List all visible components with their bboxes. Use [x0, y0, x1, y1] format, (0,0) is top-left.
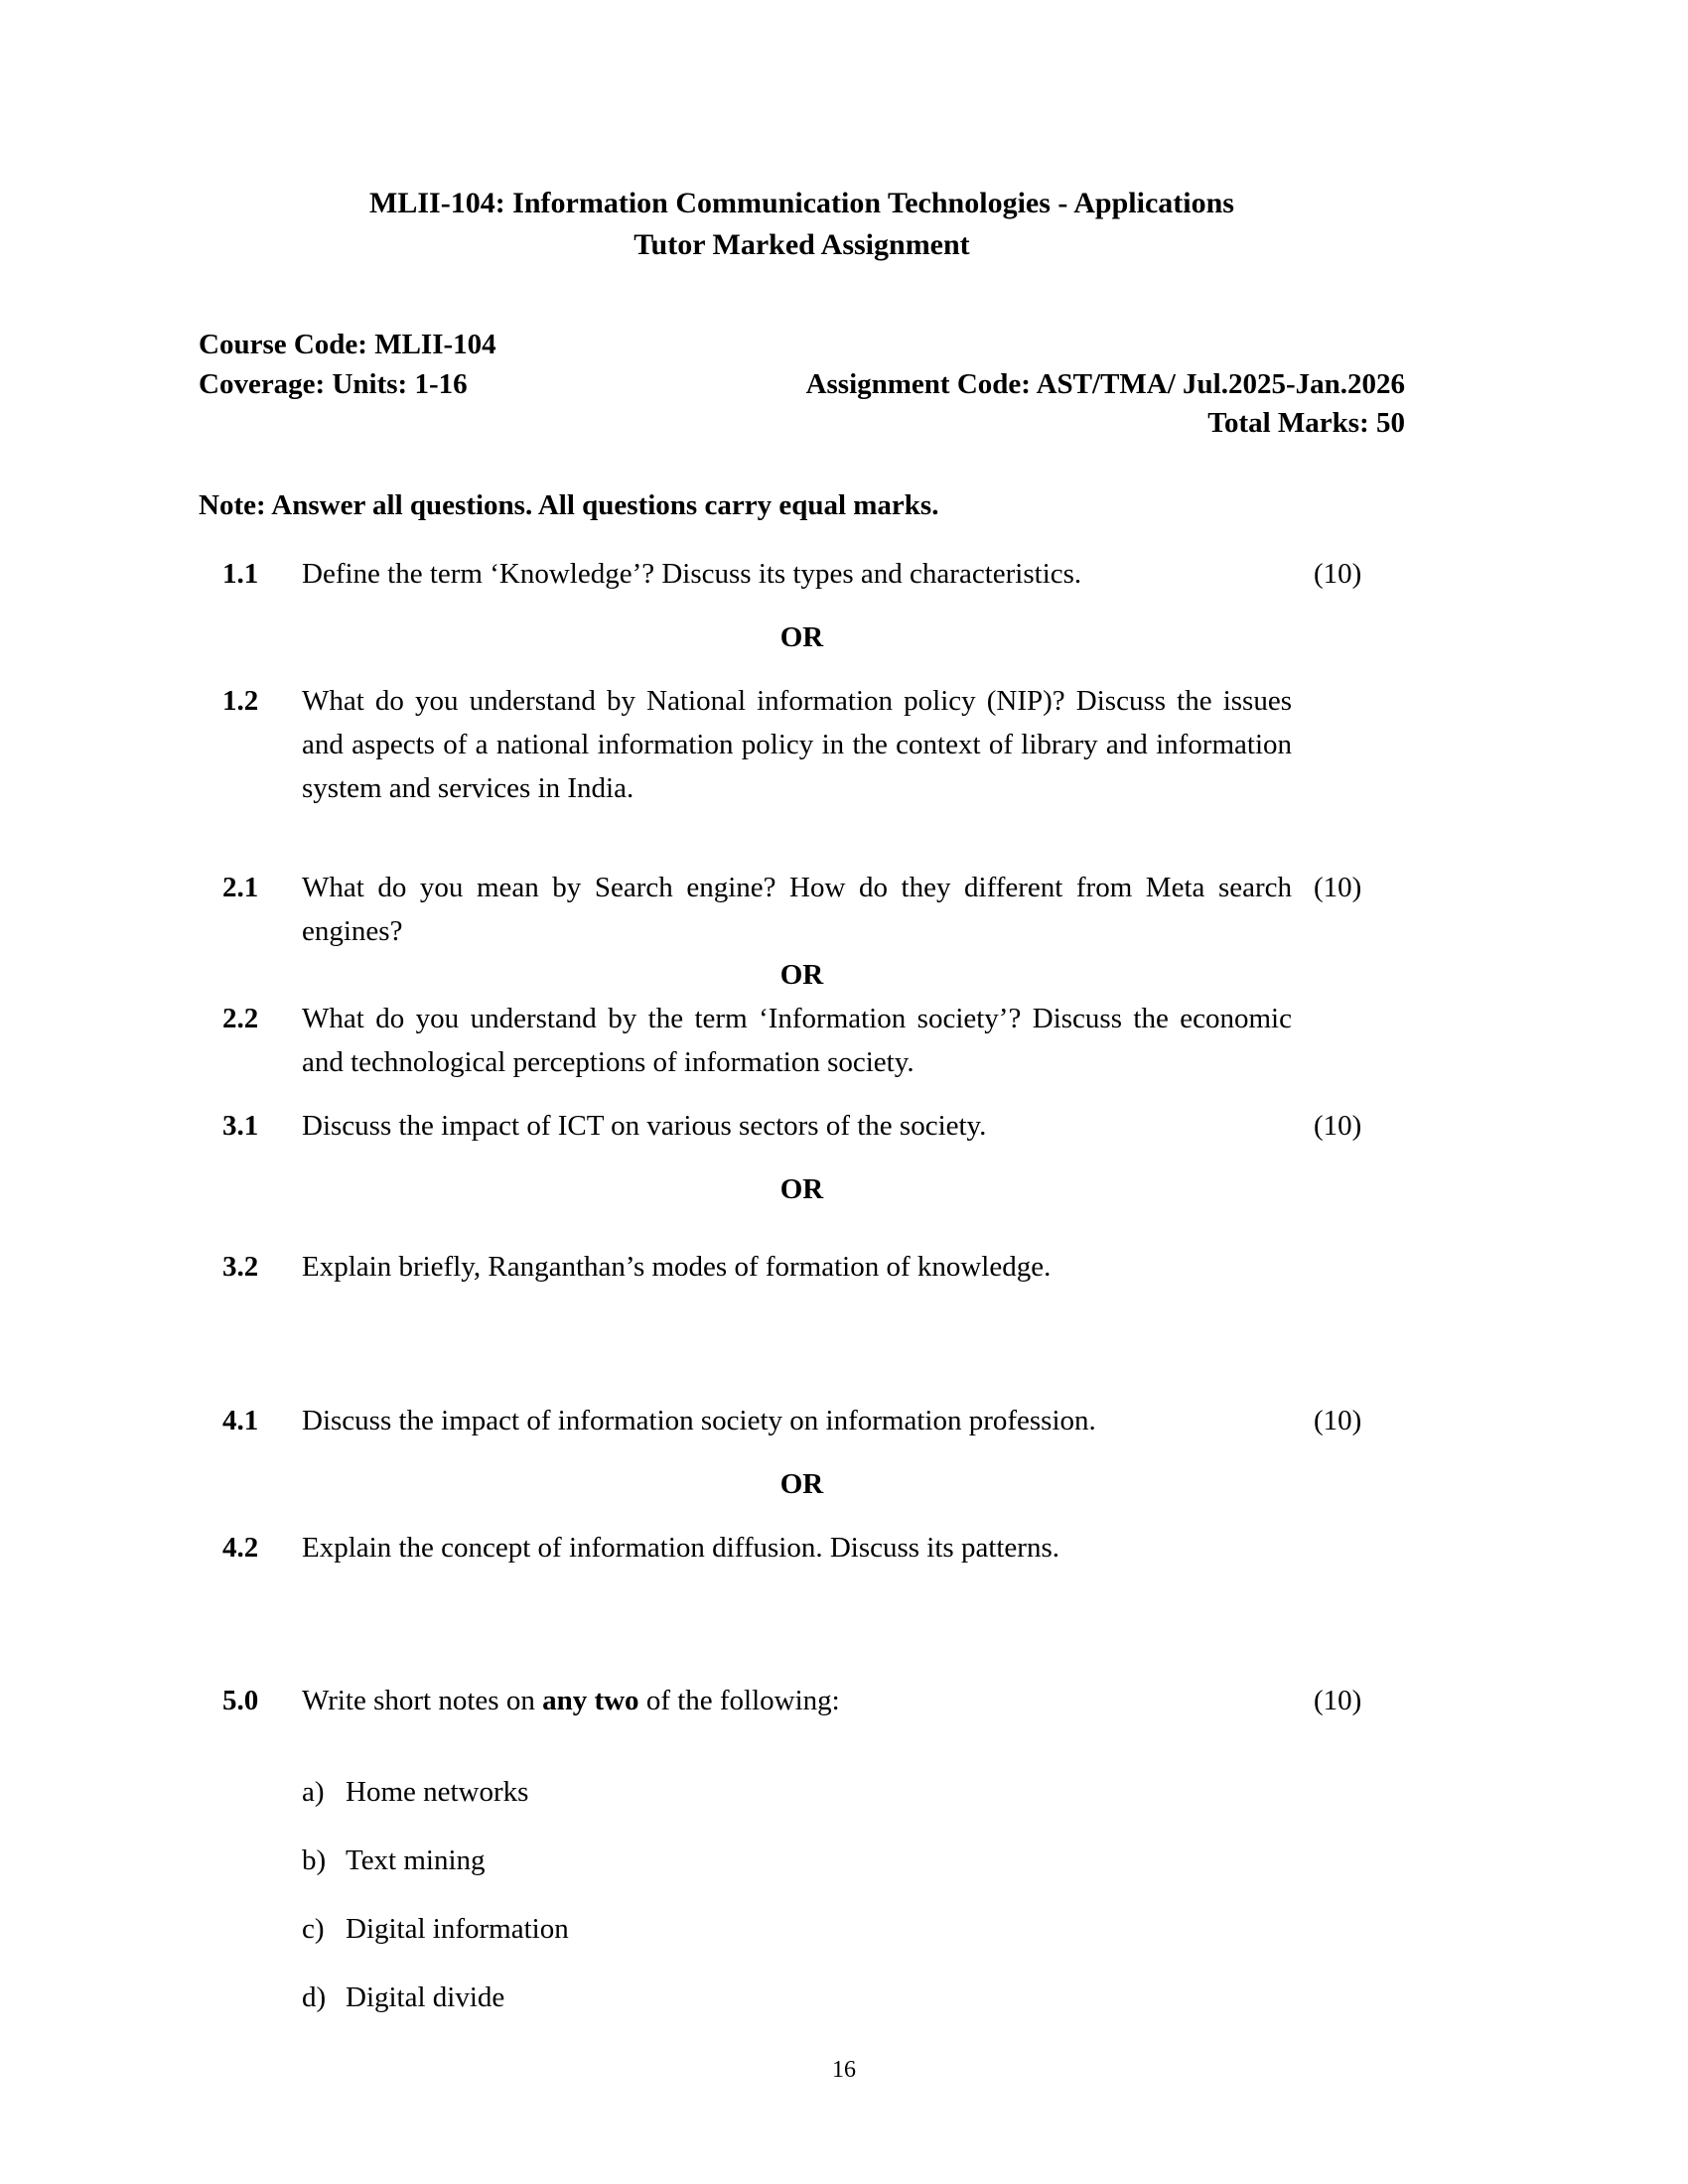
or-separator-3: OR [779, 1173, 824, 1206]
question-marks: (10) [1314, 1110, 1362, 1143]
question-number: 1.2 [222, 684, 259, 717]
question-4-2 [199, 1526, 1405, 1570]
question-1-1 [199, 552, 1405, 596]
question-number: 3.1 [222, 1110, 259, 1143]
question-number: 5.0 [222, 1684, 259, 1716]
or-separator-2: OR [779, 959, 824, 992]
question-1-2 [199, 679, 1405, 810]
question-text-before-emphasis: Write short notes on [302, 1684, 543, 1716]
spacer [199, 1442, 1405, 1462]
assignment-code: Assignment Code: AST/TMA/ Jul.2025-Jan.2026 [805, 367, 1405, 400]
or-separator-4: OR [779, 1467, 824, 1500]
spacer [199, 1365, 1405, 1399]
spacer [199, 810, 1405, 866]
question-list [199, 552, 1405, 2020]
spacer [199, 1645, 1405, 1679]
question-marks: (10) [1314, 1404, 1362, 1436]
list-item-label: Digital divide [346, 1980, 505, 2013]
course-code: Course Code: MLII-104 [199, 329, 496, 361]
coverage-units: Coverage: Units: 1-16 [199, 367, 468, 400]
question-number: 2.2 [222, 1003, 259, 1035]
question-text: Explain the concept of information diffusion. Discuss its patterns. [302, 1531, 1059, 1564]
question-marks: (10) [1314, 557, 1362, 590]
title-line-primary: MLII-104: Information Communication Technologies - Applications [369, 187, 1234, 219]
list-item-label: Text mining [346, 1843, 486, 1876]
question-text [302, 1679, 1296, 1722]
list-item [302, 1907, 1405, 1952]
spacer [199, 1570, 1405, 1645]
question-2-2 [199, 997, 1405, 1084]
list-item-marker: a) [302, 1775, 325, 1808]
list-item-marker: d) [302, 1980, 327, 2013]
question-3-2 [199, 1245, 1405, 1289]
question-4-1 [199, 1399, 1405, 1442]
page-content [199, 0, 1405, 2044]
note-text: Note: Answer all questions. All questions carry equal marks. [199, 488, 939, 521]
document-title [199, 184, 1405, 264]
total-marks: Total Marks: 50 [1207, 407, 1405, 440]
question-number: 4.1 [222, 1404, 259, 1436]
meta-row-course-code [199, 326, 1405, 364]
spacer [199, 1506, 1405, 1526]
question-number: 4.2 [222, 1531, 259, 1564]
short-note-options-list [199, 1770, 1405, 2020]
question-text: What do you understand by National information policy (NIP)? Discuss the issues and aspects of a national information policy in the context of library and information system and services in India. [302, 684, 1292, 804]
question-text-emphasis: any two [542, 1684, 639, 1716]
question-number: 2.1 [222, 871, 259, 903]
or-separator-1: OR [779, 620, 824, 653]
spacer [199, 1148, 1405, 1167]
question-text: Explain briefly, Ranganthan’s modes of formation of knowledge. [302, 1251, 1052, 1284]
list-item [302, 1976, 1405, 2020]
title-line-secondary: Tutor Marked Assignment [633, 227, 970, 261]
list-item-marker: c) [302, 1912, 325, 1945]
page-number: 16 [832, 2057, 856, 2083]
question-marks: (10) [1314, 1684, 1362, 1716]
list-item [302, 1839, 1405, 1883]
spacer [199, 1084, 1405, 1104]
question-text: Discuss the impact of ICT on various sectors of the society. [302, 1110, 987, 1143]
spacer [199, 659, 1405, 679]
spacer [199, 596, 1405, 615]
spacer [199, 1290, 1405, 1365]
question-text-after-emphasis: of the following: [638, 1684, 840, 1716]
meta-row-coverage [199, 365, 1405, 404]
spacer [199, 1211, 1405, 1245]
question-text: What do you mean by Search engine? How do they different from Meta search engines? [302, 871, 1292, 947]
list-item-marker: b) [302, 1843, 327, 1876]
question-5-0 [199, 1679, 1405, 1722]
list-item [302, 1770, 1405, 1815]
question-marks: (10) [1314, 871, 1362, 903]
question-text: What do you understand by the term ‘Information society’? Discuss the economic and technological perceptions of information society. [302, 1003, 1292, 1079]
list-item-label: Digital information [346, 1912, 569, 1945]
question-number: 3.2 [222, 1251, 259, 1284]
question-text: Define the term ‘Knowledge’? Discuss its types and characteristics. [302, 557, 1082, 590]
question-number: 1.1 [222, 557, 259, 590]
question-text: Discuss the impact of information society on information profession. [302, 1404, 1096, 1436]
assignment-meta [199, 326, 1405, 443]
list-item-label: Home networks [346, 1775, 529, 1808]
question-2-1 [199, 866, 1405, 953]
question-3-1 [199, 1104, 1405, 1148]
